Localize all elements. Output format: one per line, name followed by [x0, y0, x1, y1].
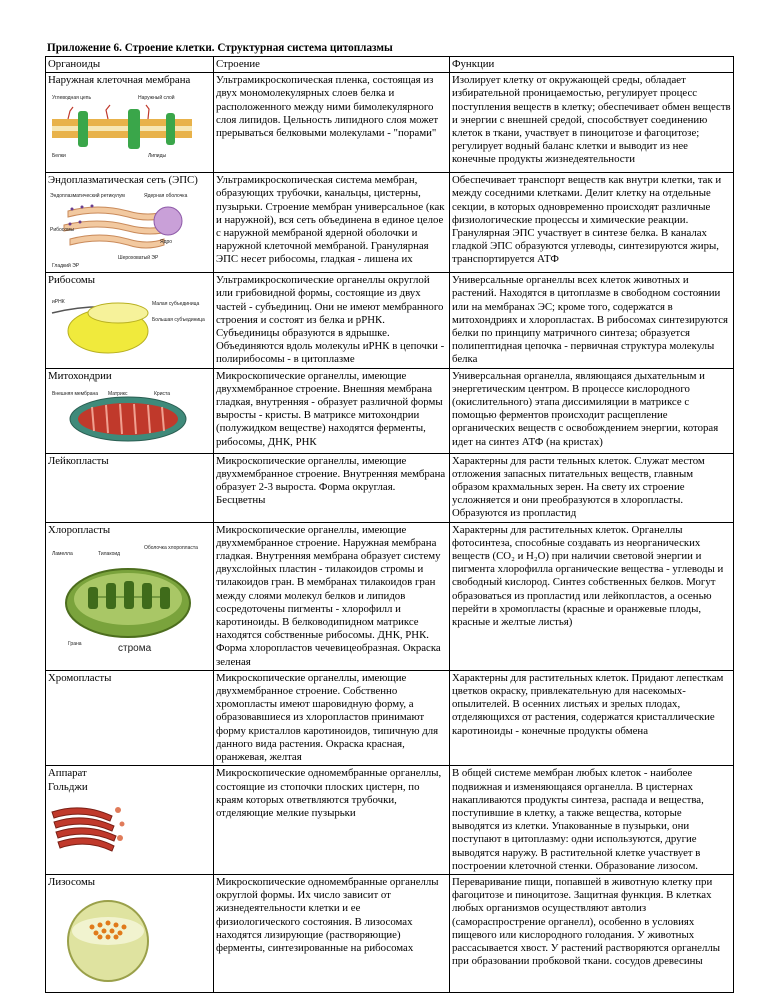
figure-label: Углеводная цепь: [52, 95, 92, 102]
figure-label: Матрикс: [108, 390, 128, 397]
structure-text: Ультрамикроскопическая система мембран, образующих трубочки, канальцы, цистерны, пузырьки. Строение мембран универсальное (как и наружной), вся сеть объединена в единое целое с наружной мембраной ядерной оболочки и наружной клеточной мембраной. Гранулярная ЭПС несет рибосомы, гладкая - лишена их: [216, 174, 445, 266]
figure-label: Ядро: [160, 239, 173, 246]
organelle-cell: [46, 874, 214, 992]
figure-label: иРНК: [52, 299, 65, 306]
organelle-name: Эндоплазматическая сеть (ЭПС): [48, 174, 198, 187]
organelle-cell: [46, 453, 214, 522]
function-text: Универсальные органеллы всех клеток животных и растений. Находятся в цитоплазме в свободном состоянии или на мембранах ЭС; кроме того, содержатся в митохондриях и хлоропластах. В рибосомах синтезируются белки по принципу матричного синтеза; образуется полипептидная цепочка - первичная структура молекулы белка: [452, 274, 728, 366]
structure-cell: [214, 173, 450, 273]
golgi-illustration: [48, 798, 211, 854]
figure-label: Ламелла: [52, 550, 73, 557]
structure-cell: [214, 453, 450, 522]
function-text: Характерны для растительных клеток. Придают лепесткам цветков окраску, привлекательную для насекомых-опылителей. В осенних листьях и зрелых плодах, отделяющихся от растения, содержатся кристаллические каротиноиды - конечные продукты обмена: [452, 671, 724, 737]
header-organelles: Органоиды: [46, 57, 214, 73]
function-text: Характерны для расти тельных клеток. Служат местом отложения запасных питательных веществ, главным образом крахмальных зерен. На свету их строение усложняется и они преобразуются в хлоропласты. Образуются из пропластид: [452, 454, 705, 520]
function-cell: [450, 173, 734, 273]
organelles-table: [45, 56, 734, 993]
function-cell: [450, 73, 734, 173]
function-text: Изолирует клетку от окружающей среды, обладает избирательной проницаемостью, регулирует процесс поступления веществ в клетку; обеспечивает обмен веществ и энергии с внешней средой, способствует соединению клеток в ткани, участвует в пиноцитозе и фагоцитозе; регулирует водный баланс клетки и выводит из нее конечные продукты жизнедеятельности: [452, 74, 731, 166]
cell-membrane-illustration: [48, 91, 211, 161]
figure-label: Криста: [154, 390, 171, 397]
figure-label: Белки: [52, 153, 66, 160]
figure-label: Оболочка хлоропласта: [144, 544, 198, 551]
structure-text: Микроскопические органеллы, имеющие двухмембранное строение. Собственно хромопласты имеют шаровидную форму, а образовавшиеся из хлоропластов принимают форму кристаллов каротиноидов, типичную для данного вида растения. Окраска красная, оранжевая, желтая: [216, 671, 439, 764]
figure-label: Эндоплазматический ретикулум: [50, 193, 125, 200]
function-text: Обеспечивает транспорт веществ как внутри клетки, так и между соседними клетками. Делит клетку на отдельные секции, в которых одновременно происходят различные физиологические процессы и химические реакции. Гранулярная ЭПС участвует в синтезе белка. В каналах гладкой ЭПС образуются углеводы, синтезируются жиры, транспортируется АТФ: [452, 174, 722, 266]
structure-cell: [214, 522, 450, 670]
organelle-name: Лизосомы: [48, 875, 96, 888]
organelle-name: Рибосомы: [48, 274, 96, 287]
table-row: [46, 173, 734, 273]
organelle-name: Митохондрии: [48, 369, 112, 382]
figure-label: Гладкий ЭР: [52, 263, 80, 270]
page-title: Приложение 6. Строение клетки. Структурная система цитоплазмы: [47, 42, 393, 54]
figure-label: Тилакоид: [98, 550, 121, 557]
structure-cell: [214, 273, 450, 368]
function-cell: [450, 766, 734, 875]
table-row: [46, 453, 734, 522]
structure-cell: [214, 368, 450, 453]
table-row: [46, 368, 734, 453]
figure-label: Наружный слой: [138, 95, 175, 102]
figure-label: Грана: [68, 640, 82, 647]
function-cell: [450, 273, 734, 368]
function-cell: [450, 368, 734, 453]
header-structure: Строение: [214, 57, 450, 73]
lysosome-illustration: [48, 893, 211, 985]
organelle-cell: [46, 522, 214, 670]
table-row: [46, 522, 734, 670]
organelle-cell: [46, 173, 214, 273]
figure-label: Ядерная оболочка: [144, 193, 188, 200]
organelle-name: Хлоропласты: [48, 523, 111, 536]
structure-text: Микроскопические одномембранные органеллы, состоящие из стопочки плоских цистерн, по краям которых ответвляются трубочки, отделяющие мелкие пузырьки: [216, 767, 442, 819]
header-functions: Функции: [450, 57, 734, 73]
function-text: В общей системе мембран любых клеток - наиболее подвижная и изменяющаяся органелла. В цистернах накапливаются продукты синтеза, распада и вещества, поступившие в клетку, а также вещества, которые выводятся из клетки. Упакованные в пузырьки, они поступают в цитоплазму: одни используются, другие выводятся наружу. В растительной клетке участвует в построении клеточной стенки. Образование лизосом.: [452, 767, 704, 872]
structure-cell: [214, 73, 450, 173]
structure-cell: [214, 874, 450, 992]
function-cell: [450, 874, 734, 992]
structure-text: Микроскопические органеллы, имеющие двухмембранное строение. Внешняя мембрана гладкая, внутренняя - образует различной формы выросты - кристы. В матриксе митохондрии (полужидком веществе) находятся ферменты, рибосомы, ДНК, РНК: [216, 369, 443, 448]
chloroplast-illustration: [48, 541, 211, 653]
structure-text: Микроскопические органеллы, имеющие двухмембранное строение. Наружная мембрана гладкая. Внутренняя мембрана образует систему двухслойных пластин - тилакоидов стромы и тилакоидов гран. В мембранах тилакоидов гран между слоями молекул белков и липидов сосредоточены пигменты - хлорофилл и каротиноиды. В белководипидном матриксе находятся собственные рибосомы. ДНК, РНК. Форма хлоропластов чечевицеобразная. Окраска зеленая: [216, 523, 441, 668]
organelle-cell: [46, 766, 214, 875]
table-row: [46, 73, 734, 173]
structure-text: Ультрамикроскопическая пленка, состоящая из двух мономолекулярных слоев белка и расположенного между ними бимолекулярного слоя липидов. Цельность липидного слоя может прерываться белковыми молекулами - "порами": [216, 74, 439, 140]
table-row: [46, 766, 734, 875]
table-row: [46, 874, 734, 992]
figure-label: Внешняя мембрана: [52, 390, 99, 397]
figure-label: Шероховатый ЭР: [118, 255, 159, 262]
organelle-cell: [46, 273, 214, 368]
table-header-row: [46, 57, 734, 73]
structure-text: Микроскопические одномембранные органеллы округлой формы. Их число зависит от жизнедеятельности клетки и ее физиологического состояния. В лизосомах находятся лизирующие (растворяющие) ферменты, синтезированные на рибосомах: [216, 875, 439, 954]
organelle-cell: [46, 368, 214, 453]
organelle-name: Аппарат Гольджи: [48, 767, 88, 793]
figure-label: Большая субъединица: [152, 317, 205, 324]
structure-cell: [214, 766, 450, 875]
function-text: Универсальная органелла, являющаяся дыхательным и энергетическим центром. В процессе кислородного (окислительного) этапа диссимиляции в матриксе с помощью ферментов происходит расщепление органических веществ с освобождением энергии, которая идет на синтез АТФ (на кристах): [452, 369, 719, 448]
function-cell: [450, 453, 734, 522]
function-cell: [450, 522, 734, 670]
structure-cell: [214, 670, 450, 765]
figure-label: строма: [118, 642, 152, 654]
table-row: [46, 670, 734, 765]
organelle-cell: [46, 670, 214, 765]
function-cell: [450, 670, 734, 765]
organelle-name: Лейкопласты: [48, 454, 109, 467]
figure-label: Рибосомы: [50, 227, 75, 234]
function-text: Характерны для растительных клеток. Органеллы фотосинтеза, способные создавать из неорганических веществ (CO₂ и H₂O) при наличии световой энергии и пигмента хлорофилла органические вещества - углеводы и свободный кислород. Синтез собственных белков. Могут образоваться из пропластид или лейкопластов, а осенью перейти в хромопласты (красные и оранжевые плоды, красные и желтые листья): [452, 523, 724, 629]
figure-label: Малая субъединица: [152, 301, 200, 308]
ribosome-illustration: [48, 291, 211, 357]
er-illustration: [48, 191, 211, 269]
table-row: [46, 273, 734, 368]
organelle-name: Хромопласты: [48, 671, 112, 684]
structure-text: Ультрамикроскопические органеллы округлой или грибовидной формы, состоящие из двух частей - субъединиц. Они не имеют мембранного строения и состоят из белка и рРНК. Субъединицы образуются в ядрышке. Объединяются вдоль молекулы иРНК в цепочки - полирибосомы - в цитоплазме: [216, 274, 445, 366]
structure-text: Микроскопические органеллы, имеющие двухмембранное строение. Внутренняя мембрана образует 2-3 выроста. Форма округлая. Бесцветны: [216, 454, 446, 507]
mitochondrion-illustration: [48, 387, 211, 447]
organelle-cell: [46, 73, 214, 173]
figure-label: Липиды: [148, 153, 167, 160]
function-text: Переваривание пищи, попавшей в животную клетку при фагоцитозе и пиноцитозе. Защитная функция. В клетках любых организмов осуществляют автолиз (самораспрострение органелл), особенно в условиях пищевого или кислородного голодания. У животных рассасывается хвост. У растений растворяются органеллы при образовании пробковой ткани. сосудов древесины: [452, 875, 720, 968]
organelle-name: Наружная клеточная мембрана: [48, 74, 191, 87]
